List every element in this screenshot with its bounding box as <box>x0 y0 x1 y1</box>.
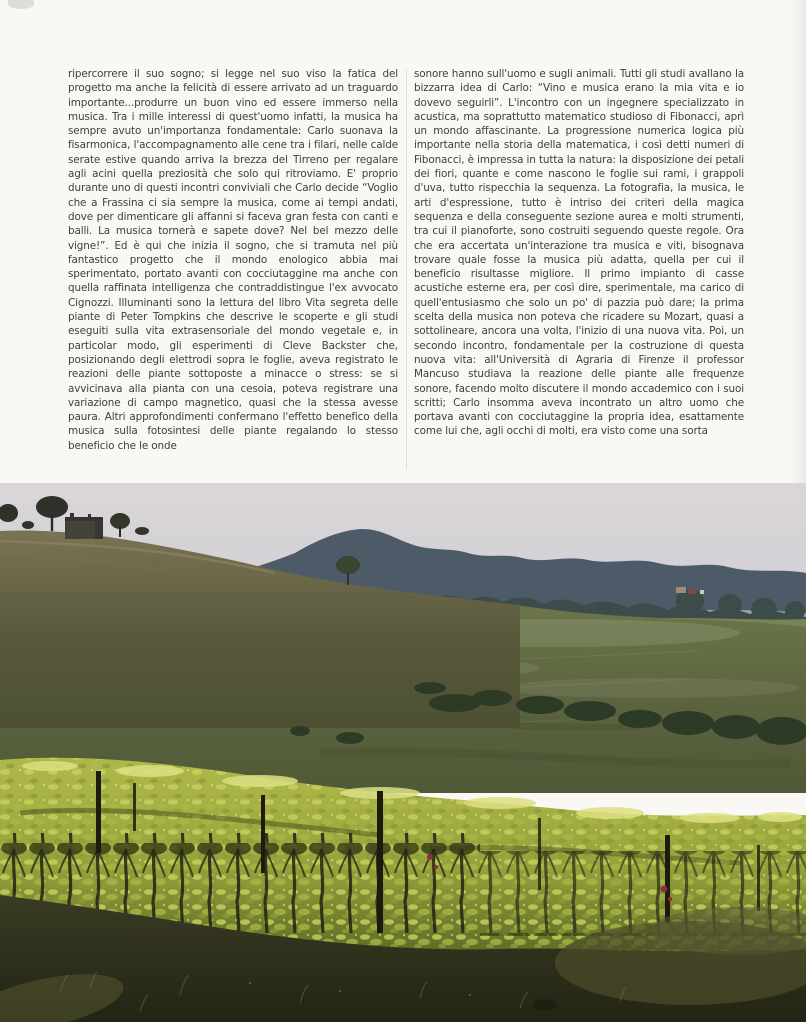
page-edge-shadow <box>790 0 806 483</box>
scan-artifact <box>8 0 34 9</box>
article-text-block <box>68 67 744 483</box>
vineyard-photo-illustration <box>0 483 806 1022</box>
article-column-left: ripercorrere il suo sogno; si legge nel suo viso la fatica del progetto ma anche la felicità di essere arrivato ad un traguardo importante...produrre un buon vino ed essere immerso nella musica. Tra i mille interessi di quest'uomo infatti, la musica ha sempre avuto un'importanza fondamentale: Carlo suonava la fisarmonica, l'accompagnamento alle cene tra i filari, nelle calde serate estive quando arriva la brezza del Tirreno per regalare agli acini quella preziosità che solo qui ritroviamo. E' proprio durante uno di questi incontri conviviali che Carlo decide “Voglio che a Frassina ci sia sempre la musica, come ai tempi andati, dove per dimenticare gli affanni si faceva gran festa con canti e balli. La musica tornerà e sapete dove? Nel bel mezzo delle vigne!”. Ed è qui che inizia il sogno, che si tramuta nel più fantastico progetto che il mondo enologico abbia mai sperimentato, portato avanti con cocciutaggine ma anche con quella raffinata intelligenza che contraddistingue l'ex avvocato Cignozzi. Illuminanti sono la lettura del libro Vita segreta delle piante di Peter Tompkins che descrive le scoperte e gli studi eseguiti sulla vita extrasensoriale del mondo vegetale e, in particolar modo, gli esperimenti di Cleve Backster che, posizionando degli elettrodi sopra le foglie, aveva registrato le reazioni delle piante sottoposte a minacce o stress: se si avvicinava alla pianta con una cesoia, poteva registrare una variazione di campo magnetico, quasi che la stessa avesse paura. Altri approfondimenti confermano l'effetto benefico della musica sulla fotosintesi delle piante regalando lo stesso beneficio che le onde <box>68 68 398 452</box>
vineyard-photo <box>0 483 806 1022</box>
article-column-right: sonore hanno sull'uomo e sugli animali. Tutti gli studi avallano la bizzarra idea di Carlo: “Vino e musica erano la mia vita e io dovevo seguirli”. L'incontro con un ingegnere specializzato in acustica, ma soprattutto matematico studioso di Fibonacci, aprì un mondo affascinante. La progressione numerica logica più importante nella storia della matematica, i così detti numeri di Fibonacci, è impressa in tutta la natura: la disposizione dei petali dei fiori, quante e come nascono le foglie sui rami, i grappoli d'uva, tutto rispecchia la sequenza. La fotografia, la musica, le arti d'espressione, tutto è intriso dei criteri della magica sequenza e della conseguente sezione aurea e molti strumenti, tra cui il pianoforte, sono costruiti seguendo queste regole. Ora che era accertata un'interazione tra musica e viti, bisognava trovare quale fosse la musica più adatta, quella per cui il beneficio risultasse migliore. Il primo impianto di casse acustiche esterne era, per così dire, sperimentale, ma carico di quell'entusiasmo che solo un po' di pazzia può dare; la prima scelta della musica non poteva che ricadere su Mozart, quasi a sottolineare, ancora una volta, l'inizio di una nuova vita. Poi, un secondo incontro, fondamentale per la costruzione di questa nuova vita: all'Università di Agraria di Firenze il professor Mancuso studiava la reazione delle piante alle frequenze sonore, facendo molto discutere il mondo accademico con i suoi scritti; Carlo insomma aveva incontrato un altro uomo che portava avanti con cocciutaggine la propria idea, esattamente come lui che, agli occhi di molti, era visto come una sorta <box>414 68 744 438</box>
